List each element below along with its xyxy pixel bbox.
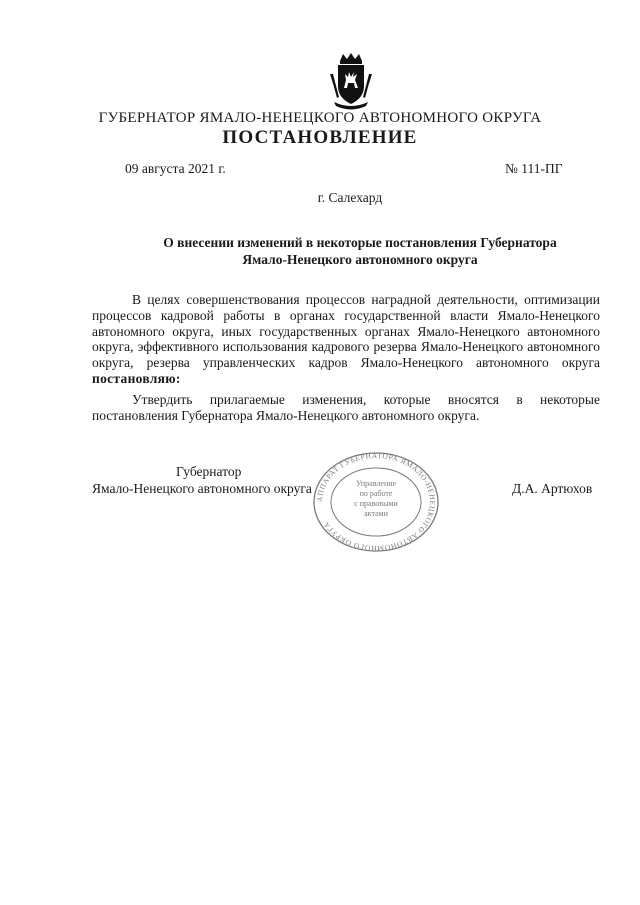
signatory-name: Д.А. Артюхов [512,481,593,496]
paragraph-1-text: В целях совершенствования процессов наградной деятельности, оптимизации процессов кадровой работы в органах государственной власти Ямало-Ненецкого автономного округа, иных государственных органах Ямало-Ненецкого автономного округа, эффективного использования кадрового резерва Ямало-Ненецкого автономного округа, резерва управленческих кадров Ямало-Ненецкого автономного округа [92,292,600,371]
signatory-title-line-1: Губернатор [176,464,242,479]
official-stamp [311,451,441,553]
document-type: ПОСТАНОВЛЕНИЕ [222,127,418,148]
resolution-keyword: постановляю: [92,370,181,386]
stamp-center-line-4: актами [364,509,388,518]
stamp-center-line-3: с правовыми [354,499,398,508]
document-subject [60,234,640,268]
issuing-authority: ГУБЕРНАТОР ЯМАЛО-НЕНЕЦКОГО АВТОНОМНОГО ОКРУГА [98,110,542,126]
stamp-ring-text: АППАРАТ ГУБЕРНАТОРА ЯМАЛО-НЕНЕЦКОГО АВТОНОМНОГО ОКРУГА [314,451,438,553]
stamp-center-line-2: по работе [359,489,393,498]
subject-line-1: О внесении изменений в некоторые постановления Губернатора [163,235,557,250]
signatory-title-line-2: Ямало-Ненецкого автономного округа [92,481,312,496]
document-number: № 111-ПГ [505,161,563,176]
subject-line-2: Ямало-Ненецкого автономного округа [242,252,478,267]
document-city: г. Салехард [317,190,383,205]
coat-of-arms-icon [326,52,376,110]
stamp-center-line-1: Управление [355,479,397,488]
body-paragraph-2: Утвердить прилагаемые изменения, которые вносятся в некоторые постановления Губернатора Ямало-Ненецкого автономного округа. [92,392,600,423]
body-paragraph-1 [92,292,600,387]
document-date: 09 августа 2021 г. [125,161,226,176]
